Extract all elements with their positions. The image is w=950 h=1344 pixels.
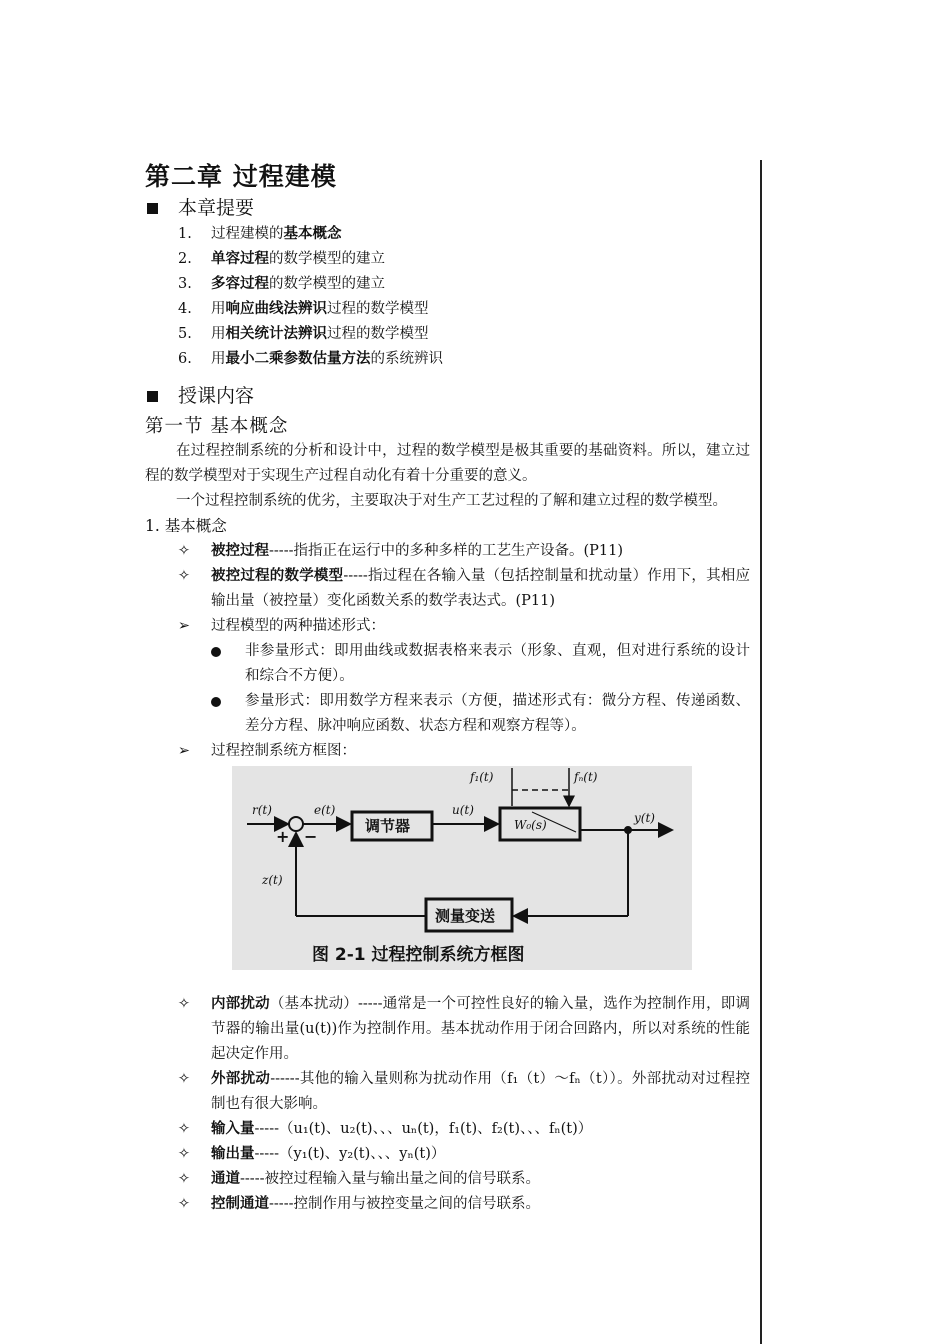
e-label: e(t) (314, 803, 336, 817)
diamond-bullet-icon: ✧ (177, 1146, 191, 1162)
list-number: 6. (178, 351, 192, 367)
forms-label: 过程模型的两种描述形式： (211, 618, 385, 634)
list-number: 5. (178, 326, 192, 342)
list-item (145, 222, 750, 247)
forms-item (145, 614, 750, 639)
summing-junction (289, 817, 303, 831)
definition-text: -----（u₁(t)、u₂(t)、、、uₙ(t)，f₁(t)、f₂(t)、、、fₙ(t)） (254, 1121, 593, 1137)
sensor-label: 测量变送 (435, 907, 496, 925)
diamond-bullet-icon: ✧ (177, 1121, 191, 1137)
list-item (145, 347, 750, 372)
plant-label: W₀(s) (514, 818, 547, 832)
list-number: 3. (178, 276, 192, 292)
list-number: 1. (178, 226, 192, 242)
list-item (145, 322, 750, 347)
block-diagram (232, 766, 692, 970)
figure-caption: 图 2-1 过程控制系统方框图 (312, 945, 525, 965)
item-text: 过程建模的 (211, 226, 284, 242)
definition-text: （基本扰动）-----通常是一个可控性良好的输入量，选作为控制作用，即调节器的输出量(u(t))作为控制作用。基本扰动作用于闭合回路内，所以对系统的性能起决定作用。 (211, 996, 751, 1062)
controller-label: 调节器 (365, 817, 411, 835)
r-label: r(t) (252, 803, 272, 817)
lecture-heading (145, 382, 750, 410)
definition-text: -----指过程在各输入量（包括控制量和扰动量）作用下，其相应输出量（被控量）变化函数关系的数学表达式。(P11) (211, 568, 751, 609)
dot-bullet-icon (211, 697, 221, 707)
definition-item (145, 564, 750, 614)
section-title: 第一节 基本概念 (145, 416, 289, 437)
item-text: 的数学模型的建立 (269, 251, 385, 267)
term: 输出量 (211, 1146, 255, 1162)
definition-text: ------其他的输入量则称为扰动作用（f₁（t）～fₙ（t））。外部扰动对过程控制也有很大影响。 (211, 1071, 750, 1112)
item-text: 的数学模型的建立 (269, 276, 385, 292)
item-text: 的系统辨识 (370, 351, 443, 367)
definition-text: -----（y₁(t)、y₂(t)、、、yₙ(t)） (254, 1146, 446, 1162)
item-text: 过程的数学模型 (327, 326, 429, 342)
item-keyword: 基本概念 (283, 226, 342, 242)
summary-heading-label: 本章提要 (178, 197, 255, 219)
arrow-bullet-icon: ➢ (177, 743, 191, 759)
item-text: 过程的数学模型 (327, 301, 429, 317)
arrow-bullet-icon: ➢ (177, 618, 191, 634)
item-keyword: 多容过程 (211, 276, 269, 292)
diagram-item (145, 739, 750, 764)
definition-text: -----指指正在运行中的多种多样的工艺生产设备。(P11) (269, 543, 624, 559)
diamond-bullet-icon: ✧ (177, 543, 191, 559)
y-label: y(t) (634, 811, 655, 825)
lecture-heading-label: 授课内容 (178, 385, 255, 407)
paragraph: 一个过程控制系统的优劣，主要取决于对生产工艺过程的了解和建立过程的数学模型。 (176, 493, 727, 509)
summary-list (145, 222, 750, 372)
definition-item (145, 539, 750, 564)
document-body (145, 160, 750, 1217)
term: 内部扰动 (211, 996, 270, 1012)
margin-rule (760, 160, 762, 1344)
u-label: u(t) (452, 803, 474, 817)
item-keyword: 响应曲线法辨识 (225, 301, 327, 317)
z-label: z(t) (262, 873, 283, 887)
subsection-title: 1. 基本概念 (145, 517, 227, 535)
term: 通道 (211, 1171, 240, 1187)
chapter-title: 第二章 过程建模 (145, 162, 337, 191)
definition-item (145, 992, 750, 1067)
item-text: 用 (211, 326, 226, 342)
diamond-bullet-icon: ✧ (177, 1171, 191, 1187)
definition-item (145, 1167, 750, 1192)
item-keyword: 相关统计法辨识 (225, 326, 327, 342)
paragraph: 在过程控制系统的分析和设计中，过程的数学模型是极其重要的基础资料。所以，建立过程的数学模型对于实现生产过程自动化有着十分重要的意义。 (145, 443, 750, 484)
term: 外部扰动 (211, 1071, 271, 1087)
minus-sign: − (304, 827, 318, 846)
definition-text: -----控制作用与被控变量之间的信号联系。 (269, 1196, 540, 1212)
item-text: 用 (211, 301, 226, 317)
plus-sign: + (276, 827, 290, 846)
term: 输入量 (211, 1121, 255, 1137)
definition-item (145, 1142, 750, 1167)
diamond-bullet-icon: ✧ (177, 1196, 191, 1212)
list-item (145, 272, 750, 297)
diagram-label: 过程控制系统方框图： (211, 743, 356, 759)
list-item (145, 247, 750, 272)
definition-item (145, 1192, 750, 1217)
list-number: 4. (178, 301, 192, 317)
definition-item (145, 1117, 750, 1142)
diamond-bullet-icon: ✧ (177, 1071, 191, 1087)
dot-bullet-icon (211, 647, 221, 657)
term: 被控过程 (211, 543, 269, 559)
summary-heading (145, 194, 750, 222)
item-text: 用 (211, 351, 226, 367)
f1-label: f₁(t) (470, 770, 494, 784)
square-bullet-icon (147, 391, 158, 402)
square-bullet-icon (147, 203, 158, 214)
item-keyword: 单容过程 (211, 251, 269, 267)
fn-label: fₙ(t) (574, 770, 598, 784)
diamond-bullet-icon: ✧ (177, 568, 191, 584)
form-text: 非参量形式：即用曲线或数据表格来表示（形象、直观，但对进行系统的设计和综合不方便）。 (245, 643, 750, 684)
diamond-bullet-icon: ✧ (177, 996, 191, 1012)
block-diagram-figure (232, 766, 692, 970)
term: 控制通道 (211, 1196, 269, 1212)
form-item (145, 689, 750, 739)
list-item (145, 297, 750, 322)
form-text: 参量形式：即用数学方程来表示（方便，描述形式有：微分方程、传递函数、差分方程、脉冲响应函数、状态方程和观察方程等）。 (245, 693, 750, 734)
list-number: 2. (178, 251, 192, 267)
item-keyword: 最小二乘参数估量方法 (225, 351, 371, 367)
definition-item (145, 1067, 750, 1117)
term: 被控过程的数学模型 (211, 568, 344, 584)
definition-text: -----被控过程输入量与输出量之间的信号联系。 (240, 1171, 540, 1187)
form-item (145, 639, 750, 689)
